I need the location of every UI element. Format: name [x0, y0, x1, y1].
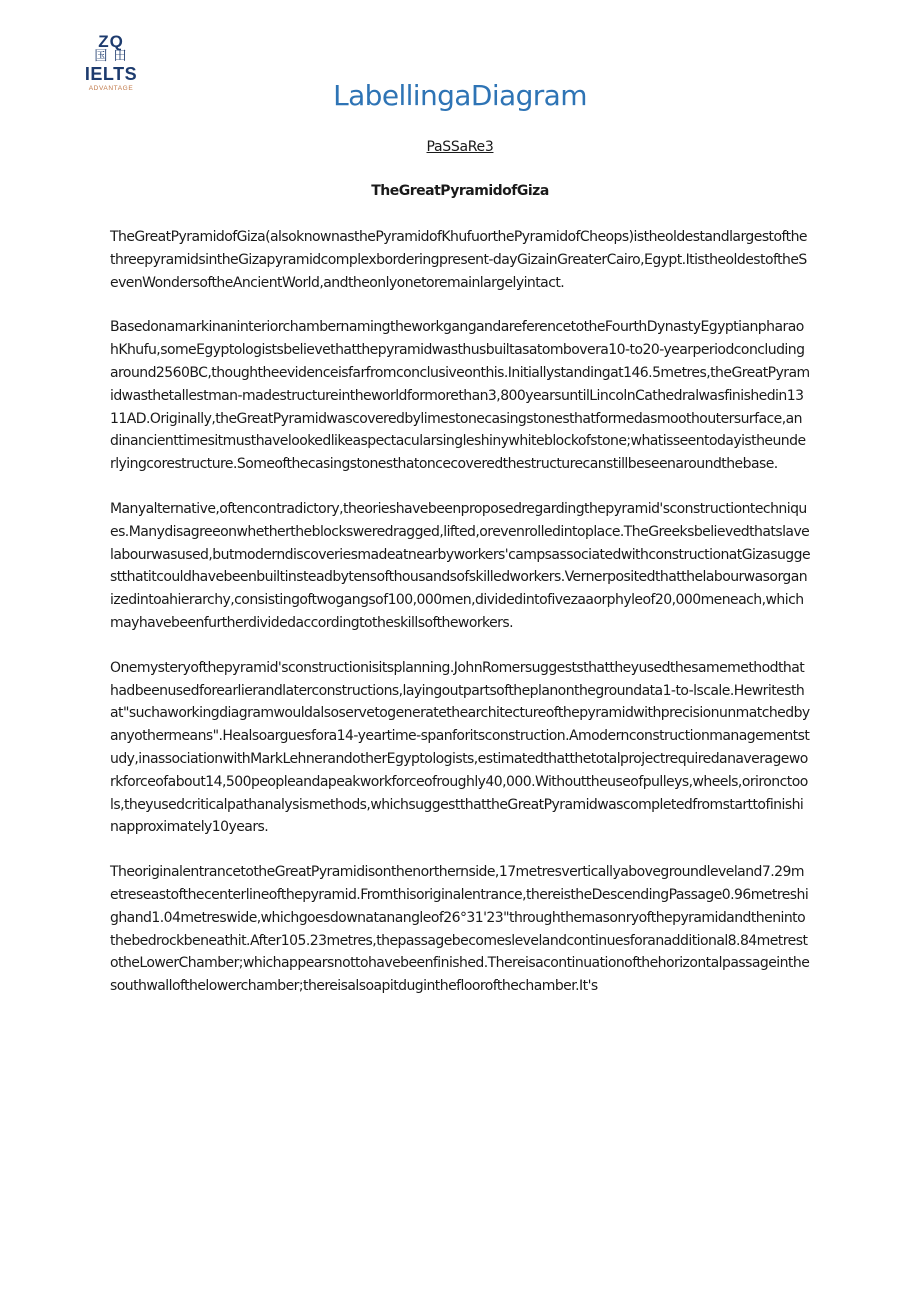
- paragraph-4: Onemysteryofthepyramid'sconstructionisitsplanning.JohnRomersuggeststhattheyusedthesamemethodthathadbeenusedforearlierandlaterconstructions,layingoutpartsoftheplanonthegroundata1-to-lscale.Hewritesthat"suchaworkingdiagramwouldalsoservetogeneratethearchitectureofthepyramidwithprecisionunmatchedbyanyothermeans".Healsoarguesfora14-yeartime-spanforitsconstruction.Amodernconstructionmanagementstudy,inassociationwithMarkLehnerandotherEgyptologists,estimatedthatthetotalprojectrequiredanaverageworkforceofabout14,500peopleandapeakworkforceofroughly40,000.Withouttheuseofpulleys,wheels,orironctools,theyusedcriticalpathanalysismethods,whichsuggestthattheGreatPyramidwascompletedfromstarttofinishinapproximately10years.: [110, 659, 810, 836]
- logo-zq-text: ZQ: [98, 32, 124, 51]
- logo-glyph-text: 国 田: [94, 49, 128, 64]
- paragraph-2: BasedonamarkinaninteriorchambernamingtheworkgangandareferencetotheFourthDynastyEgyptianpharaohKhufu,someEgyptologistsbelievethatthepyramidwasthusbuiltasatombovera10-to20-yearperiodconcludingaround2560BC,thoughtheevidenceisfarfromconclusiveonthis.Initiallystandingat146.5metres,theGreatPyramidwasthetallestman-madestructureintheworldformorethan3,800yearsuntilLincolnCathedralwasfinishedin1311AD.Originally,theGreatPyramidwascoveredbylimestonecasingstonesthatformedasmoothoutersurface,andinancienttimesitmusthavelookedlikeaspectacularsingleshinywhiteblockofstone;whatisseentodayistheunderlyingcorestructure.Someofthecasingstonesthatoncecoveredthestructurecanstillbeseenaroundthebase.: [110, 319, 810, 473]
- passage-body: [110, 226, 810, 1020]
- logo-advantage-text: ADVANTAGE: [88, 85, 134, 92]
- document-title: LabellingaDiagram: [333, 79, 587, 112]
- paragraph-1: TheGreatPyramidofGiza(alsoknownasthePyramidofKhufuorthePyramidofCheops)istheoldestandlargestofthethreepyramidsintheGizapyramidcomplexborderingpresent-dayGizainGreaterCairo,Egypt.ItistheoldestoftheSevenWondersoftheAncientWorld,andtheonlyonetoremainlargelyintact.: [110, 229, 807, 291]
- passage-label: PaSSaRe3: [426, 139, 494, 155]
- paragraph-3: Manyalternative,oftencontradictory,theorieshavebeenproposedregardingthepyramid'sconstructiontechniques.Manydisagreeonwhethertheblocksweredragged,lifted,orevenrolledintoplace.TheGreeksbelievedthatslavelabourwasused,butmoderndiscoveriesmadeatnearbyworkers'campsassociatedwithconstructionatGizasuggestthatitcouldhavebeenbuiltinsteadbytensofthousandsofskilledworkers.Vernerpositedthatthelabourwasorganizedintoahierarchy,consistingoftwogangsof100,000men,dividedintofivezaaorphyleof20,000meneach,whichmayhavebeenfurtherdividedaccordingtotheskillsoftheworkers.: [110, 500, 811, 631]
- passage-title: TheGreatPyramidofGiza: [371, 183, 549, 199]
- logo-ielts-text: IELTS: [84, 64, 138, 84]
- paragraph-5: TheoriginalentrancetotheGreatPyramidisonthenorthernside,17metresverticallyabovegroundleveland7.29metreseastofthecenterlineofthepyramid.Fromthisoriginalentrance,thereistheDescendingPassage0.96metreshighand1.04metreswide,whichgoesdownatanangleof26°31'23"throughthemasonryofthepyramidandthenintothebedrockbeneathit.After105.23metres,thepassagebecomeslevelandcontinuesforanadditional8.84metrestotheLowerChamber;whichappearsnottohavebeenfinished.Thereisacontinuationofthehorizontalpassageinthesouthwallofthelowerchamber;thereisalsoapitduginthefloorofthechamber.It's: [110, 864, 810, 995]
